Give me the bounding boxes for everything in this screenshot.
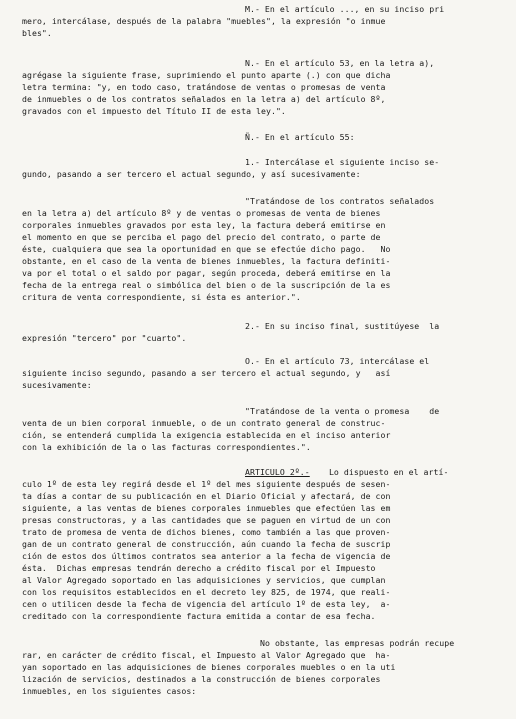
text-line: bles".: [22, 28, 52, 38]
text-line: 1.- Intercálase el siguiente inciso se-: [245, 157, 440, 167]
text-line: ta días a contar de su publicación en el Diario Oficial y afectará, de con: [22, 491, 391, 501]
text-line: inmuebles, en los siguientes casos:: [22, 686, 197, 696]
text-line: gravados con el impuesto del Título II de esta ley.".: [22, 106, 286, 116]
text-line: O.- En el artículo 73, intercálase el: [245, 356, 430, 366]
article-heading: ARTICULO 2º.-: [245, 467, 310, 477]
text-line: 2.- En su inciso final, sustitúyese la: [245, 321, 440, 331]
text-line: el momento en que se perciba el pago del precio del contrato, o parte de: [22, 232, 381, 242]
text-line: en la letra a) del artículo 8º y de ventas o promesas de venta de bienes: [22, 208, 381, 218]
text-line: N.- En el artículo 53, en la letra a),: [245, 58, 435, 68]
text-line: obstante, en el caso de la venta de bienes inmuebles, la factura definiti-: [22, 256, 391, 266]
text-line: venta de un bien corporal inmueble, o de un contrato general de construc-: [22, 418, 386, 428]
text-line: de inmuebles o de los contratos señalados en la letra a) del artículo 8º,: [22, 94, 386, 104]
text-line: letra termina: "y, en todo caso, tratándose de ventas o promesas de venta: [22, 82, 386, 92]
text-line: M.- En el artículo ..., en su inciso pri: [245, 4, 445, 14]
text-line: culo 1º de esta ley regirá desde el 1º del mes siguiente después de sesen-: [22, 479, 391, 489]
text-line: trato de promesa de venta de dichos bienes, como también a las que proven-: [22, 527, 391, 537]
text-line: mero, intercálase, después de la palabra "muebles", la expresión "o inmue: [22, 16, 386, 26]
text-line: "Tratándose de los contratos señalados: [245, 196, 435, 206]
text-line: "Tratándose de la venta o promesa de: [245, 406, 440, 416]
text-line: critura de venta correspondiente, si ésta es anterior.".: [22, 292, 301, 302]
text-line: Ñ.- En el artículo 55:: [245, 132, 355, 142]
text-line: con los requisitos establecidos en el decreto ley 825, de 1974, que reali-: [22, 587, 391, 597]
text-line: lización de servicios, destinados a la construcción de bienes corporales: [22, 674, 381, 684]
text-line: Lo dispuesto en el artí-: [314, 467, 449, 477]
text-line: yan soportado en las adquisiciones de bienes corporales muebles o en la uti: [22, 662, 396, 672]
text-line: creditado con la correspondiente factura emitida a contar de esa fecha.: [22, 611, 376, 621]
text-line: expresión "tercero" por "cuarto".: [22, 333, 187, 343]
text-line: fecha de la entrega real o simbólica del bien o de la suscripción de la es: [22, 280, 391, 290]
text-line: con la exhibición de la o las facturas correspondientes.".: [22, 442, 311, 452]
text-line: sucesivamente:: [22, 380, 92, 390]
text-line: cen o utilicen desde la fecha de vigencia del artículo 1º de esta ley, a-: [22, 599, 391, 609]
text-line: siguiente, a las ventas de bienes corporales inmuebles que efectúen las em: [22, 503, 391, 513]
text-line: ción, se entenderá cumplida la exigencia establecida en el inciso anterior: [22, 430, 391, 440]
text-line: rar, en carácter de crédito fiscal, el Impuesto al Valor Agregado que ha-: [22, 650, 391, 660]
text-line: gan de un contrato general de construcción, aún cuando la fecha de suscrip: [22, 539, 391, 549]
text-line: gundo, pasando a ser tercero el actual segundo, y así sucesivamente:: [22, 169, 361, 179]
text-line: siguiente inciso segundo, pasando a ser tercero el actual segundo, y así: [22, 368, 391, 378]
text-line: No obstante, las empresas podrán recupe: [260, 638, 455, 648]
text-line: éste, cualquiera que sea la oportunidad en que se efectúe dicho pago. No: [22, 244, 391, 254]
text-line: presas constructoras, y a las cantidades que se paguen en virtud de un con: [22, 515, 391, 525]
text-line: va por el total o el saldo por pagar, según proceda, deberá emitirse en la: [22, 268, 391, 278]
text-line: ésta. Dichas empresas tendrán derecho a crédito fiscal por el Impuesto: [22, 563, 376, 573]
text-line: corporales inmuebles gravados por esta ley, la factura deberá emitirse en: [22, 220, 386, 230]
text-line: al Valor Agregado soportado en las adquisiciones y servicios, que cumplan: [22, 575, 386, 585]
text-line: agrégase la siguiente frase, suprimiendo el punto aparte (.) con que dicha: [22, 70, 391, 80]
text-line: ción de estos dos últimos contratos sea anterior a la fecha de vigencia de: [22, 551, 391, 561]
